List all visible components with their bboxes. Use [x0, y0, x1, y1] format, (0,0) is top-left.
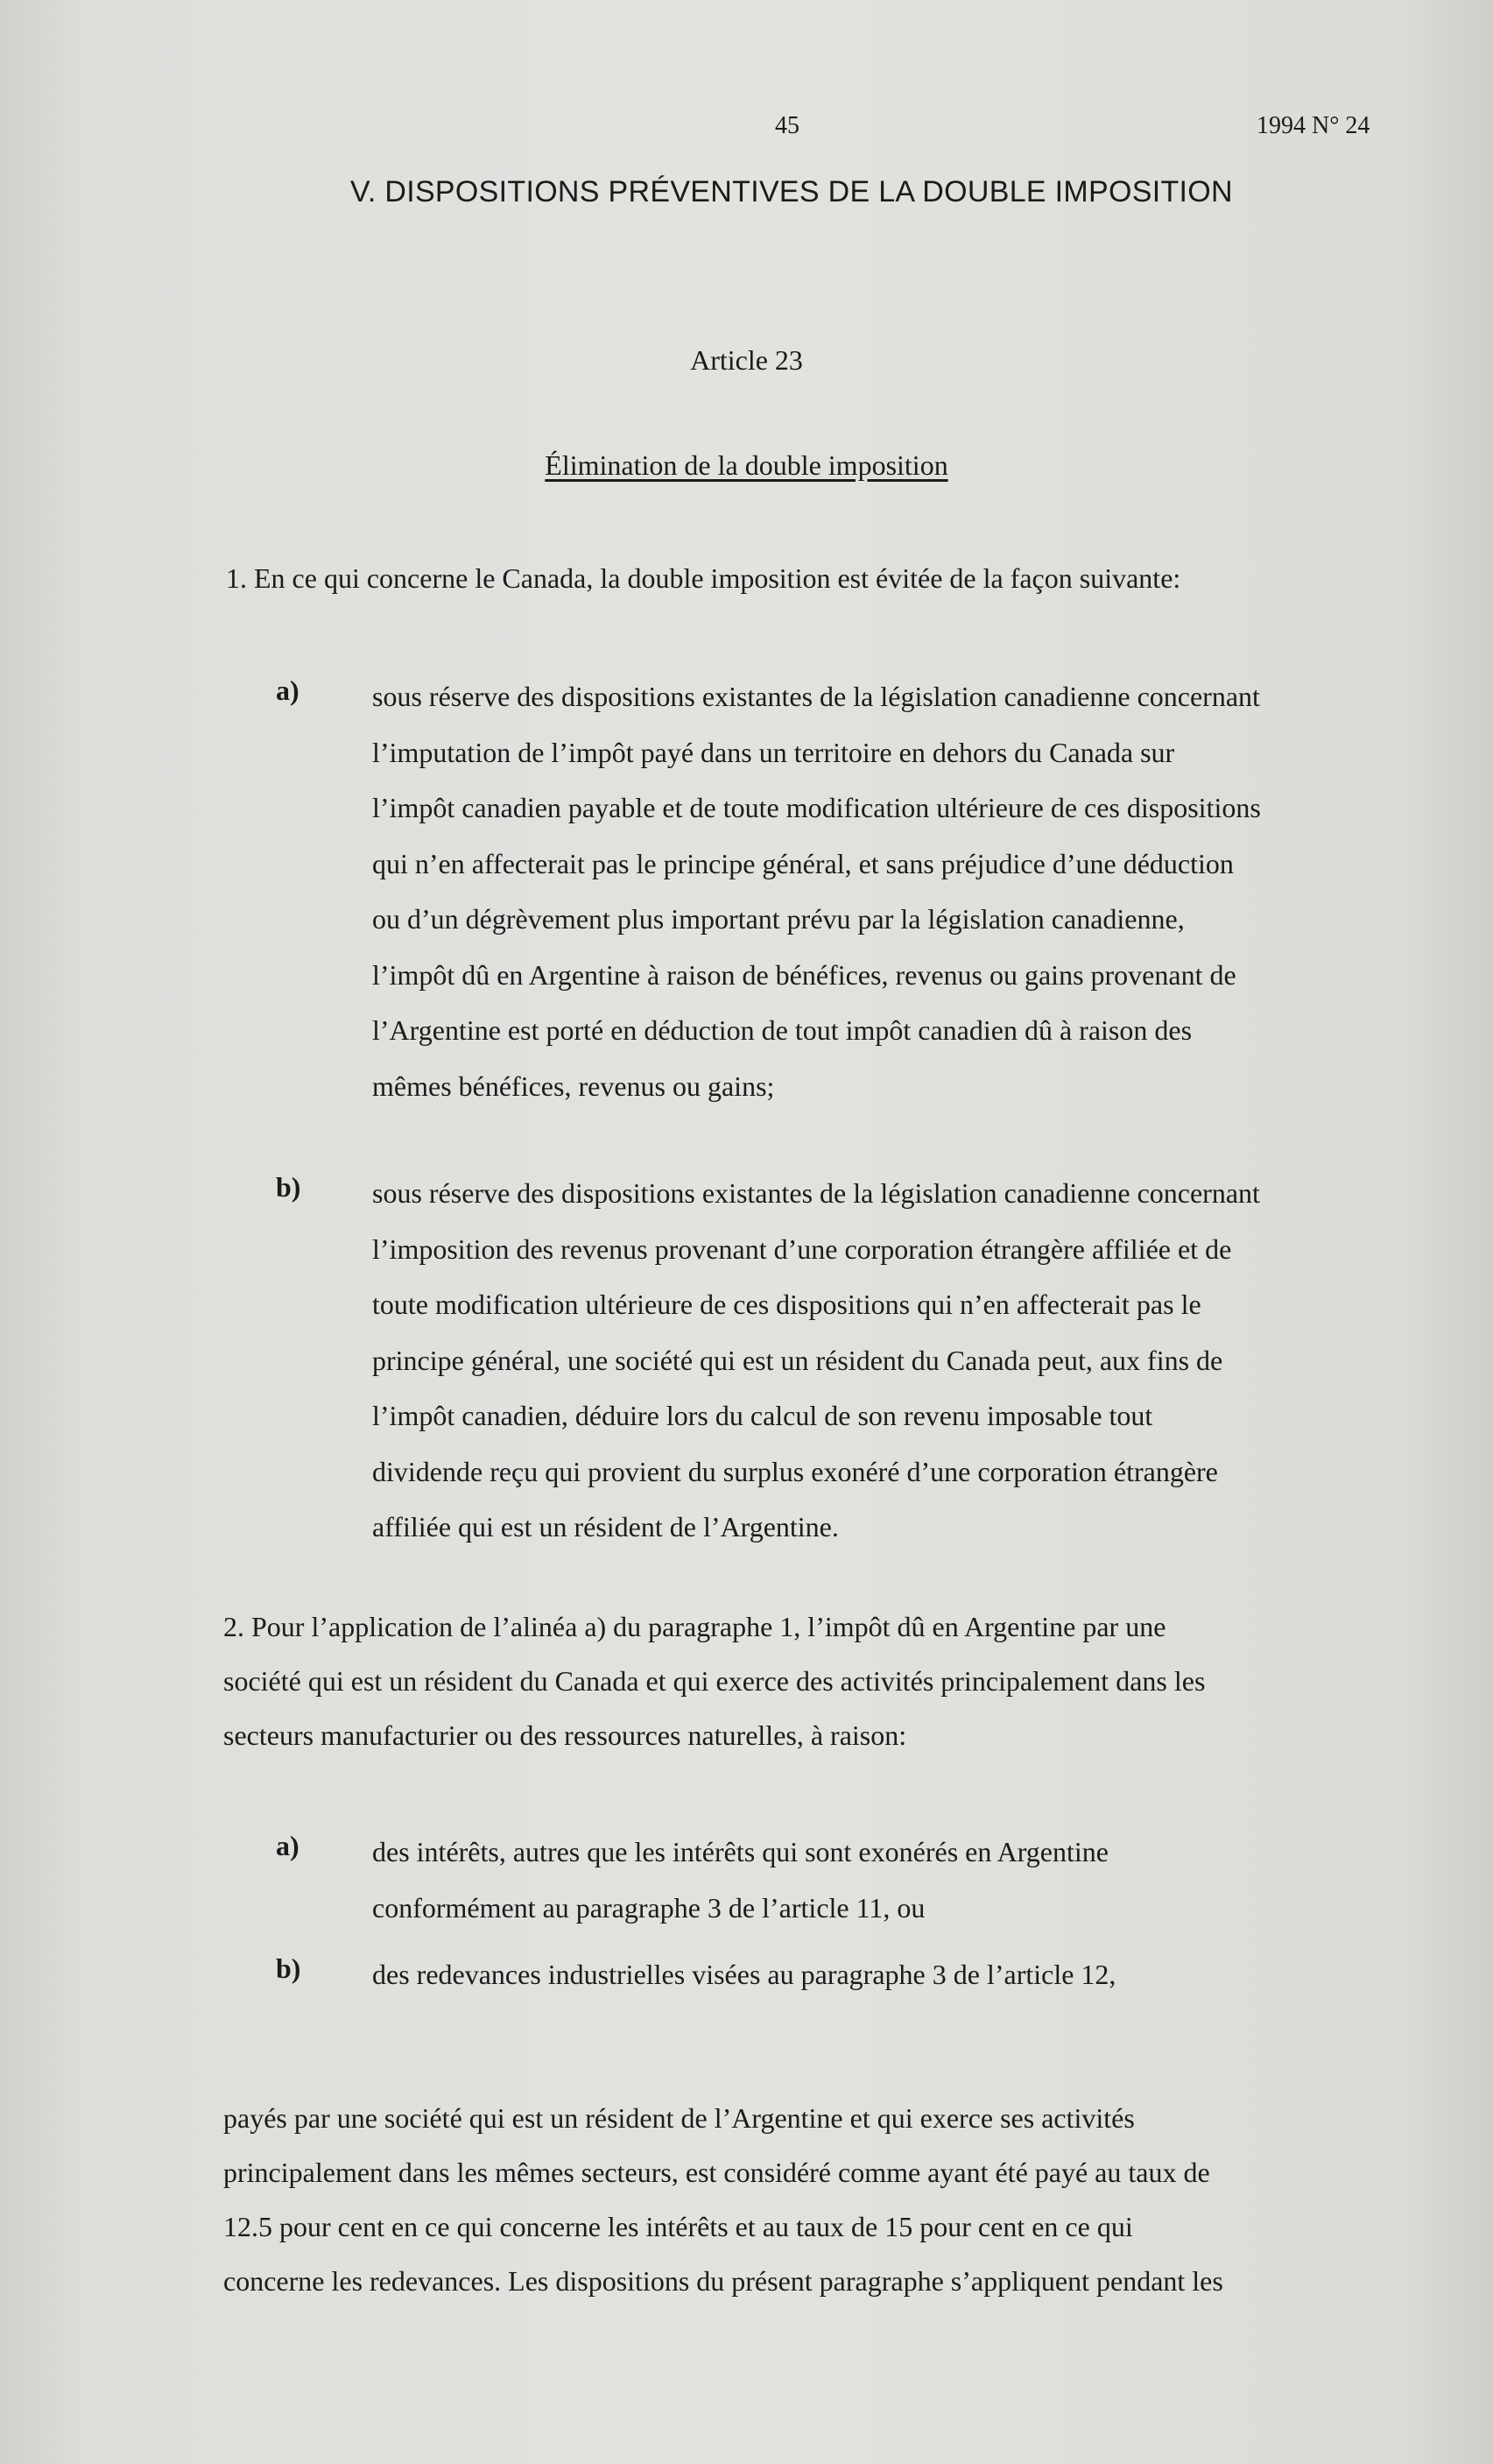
- paragraph-2-closing: [223, 2091, 1397, 2308]
- article-number: Article 23: [690, 344, 803, 376]
- paragraph-2-item-b: [372, 1947, 1388, 2003]
- text-line: principalement dans les mêmes secteurs, est considéré comme ayant été payé au taux de: [223, 2157, 1210, 2188]
- paragraph-1-intro: 1. En ce qui concerne le Canada, la double imposition est évitée de la façon suivante:: [226, 562, 1181, 594]
- text-line: sous réserve des dispositions existantes de la législation canadienne concernant: [372, 1177, 1260, 1209]
- text-line: l’impôt canadien payable et de toute modification ultérieure de ces dispositions: [372, 792, 1261, 823]
- text-line: qui n’en affecterait pas le principe général, et sans préjudice d’une déduction: [372, 847, 1234, 879]
- text-line: payés par une société qui est un résident de l’Argentine et qui exerce ses activités: [223, 2102, 1135, 2134]
- text-line: conformément au paragraphe 3 de l’article 11, ou: [372, 1891, 926, 1924]
- text-line: des redevances industrielles visées au paragraphe 3 de l’article 12,: [372, 1959, 1116, 1990]
- item-marker-2b: b): [276, 1952, 301, 1984]
- article-title-text: Élimination de la double imposition: [545, 449, 948, 481]
- text-line: mêmes bénéfices, revenus ou gains;: [372, 1070, 775, 1102]
- text-line: secteurs manufacturier ou des ressources naturelles, à raison:: [223, 1719, 907, 1751]
- document-reference: 1994 N° 24: [1257, 112, 1370, 139]
- paragraph-2-item-a: [372, 1825, 1388, 1936]
- text-line: principe général, une société qui est un résident du Canada peut, aux fins de: [372, 1344, 1223, 1376]
- article-title: [0, 449, 1493, 482]
- item-marker-2a: a): [276, 1830, 299, 1861]
- text-line: société qui est un résident du Canada et qui exerce des activités principalement dans les: [223, 1665, 1206, 1697]
- paragraph-1-item-b: [372, 1166, 1388, 1556]
- text-line: 2. Pour l’application de l’alinéa a) du paragraphe 1, l’impôt dû en Argentine par une: [223, 1611, 1166, 1642]
- text-line: affiliée qui est un résident de l’Argentine.: [372, 1511, 839, 1543]
- section-title: V. DISPOSITIONS PRÉVENTIVES DE LA DOUBLE IMPOSITION: [350, 175, 1233, 208]
- text-line: des intérêts, autres que les intérêts qui sont exonérés en Argentine: [372, 1836, 1109, 1867]
- text-line: l’Argentine est porté en déduction de tout impôt canadien dû à raison des: [372, 1014, 1193, 1046]
- page-number: 45: [775, 112, 799, 139]
- paragraph-2-intro: [223, 1599, 1397, 1762]
- text-line: l’imputation de l’impôt payé dans un territoire en dehors du Canada sur: [372, 736, 1175, 768]
- item-marker-1a: a): [276, 674, 299, 706]
- text-line: l’imposition des revenus provenant d’une corporation étrangère affiliée et de: [372, 1232, 1232, 1265]
- text-line: l’impôt dû en Argentine à raison de bénéfices, revenus ou gains provenant de: [372, 958, 1236, 991]
- text-line: toute modification ultérieure de ces dispositions qui n’en affecterait pas le: [372, 1288, 1201, 1320]
- text-line: dividende reçu qui provient du surplus exonéré d’une corporation étrangère: [372, 1455, 1218, 1487]
- text-line: ou d’un dégrèvement plus important prévu par la législation canadienne,: [372, 903, 1185, 935]
- text-line: l’impôt canadien, déduire lors du calcul de son revenu imposable tout: [372, 1400, 1153, 1431]
- text-line: sous réserve des dispositions existantes de la législation canadienne concernant: [372, 681, 1260, 712]
- text-line: concerne les redevances. Les dispositions du présent paragraphe s’appliquent pendant les: [223, 2265, 1223, 2297]
- text-line: 12.5 pour cent en ce qui concerne les intérêts et au taux de 15 pour cent en ce qui: [223, 2211, 1133, 2242]
- paragraph-1-item-a: [372, 669, 1388, 1114]
- item-marker-1b: b): [276, 1171, 301, 1203]
